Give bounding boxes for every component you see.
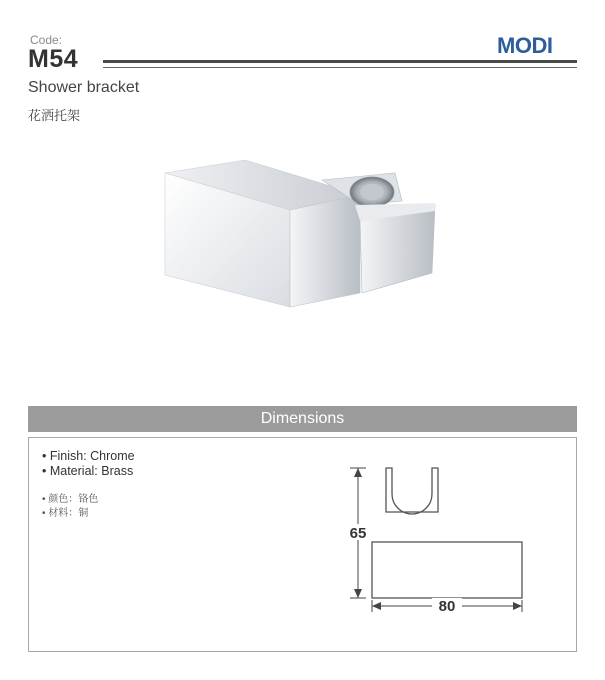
product-name-cn: 花洒托架 [28,108,81,123]
header-rule-thick [103,60,577,63]
product-photo [150,155,450,320]
spec-finish: • Finish: Chrome [42,449,135,463]
dimensions-header: Dimensions [28,406,577,432]
code-label: Code: [30,33,63,47]
height-dimension-label: 65 [349,525,367,542]
spec-finish-cn: • 颜色：铬色 [42,494,99,505]
product-name-en: Shower bracket [28,79,140,96]
brand-logo: MODI [497,33,553,58]
width-dimension-label: 80 [438,598,456,615]
product-code: M54 [28,45,79,73]
spec-material-cn: • 材料：铜 [42,508,89,519]
spec-material: • Material: Brass [42,464,134,478]
dimension-drawing [340,460,540,620]
header-rule-thin [103,67,577,68]
